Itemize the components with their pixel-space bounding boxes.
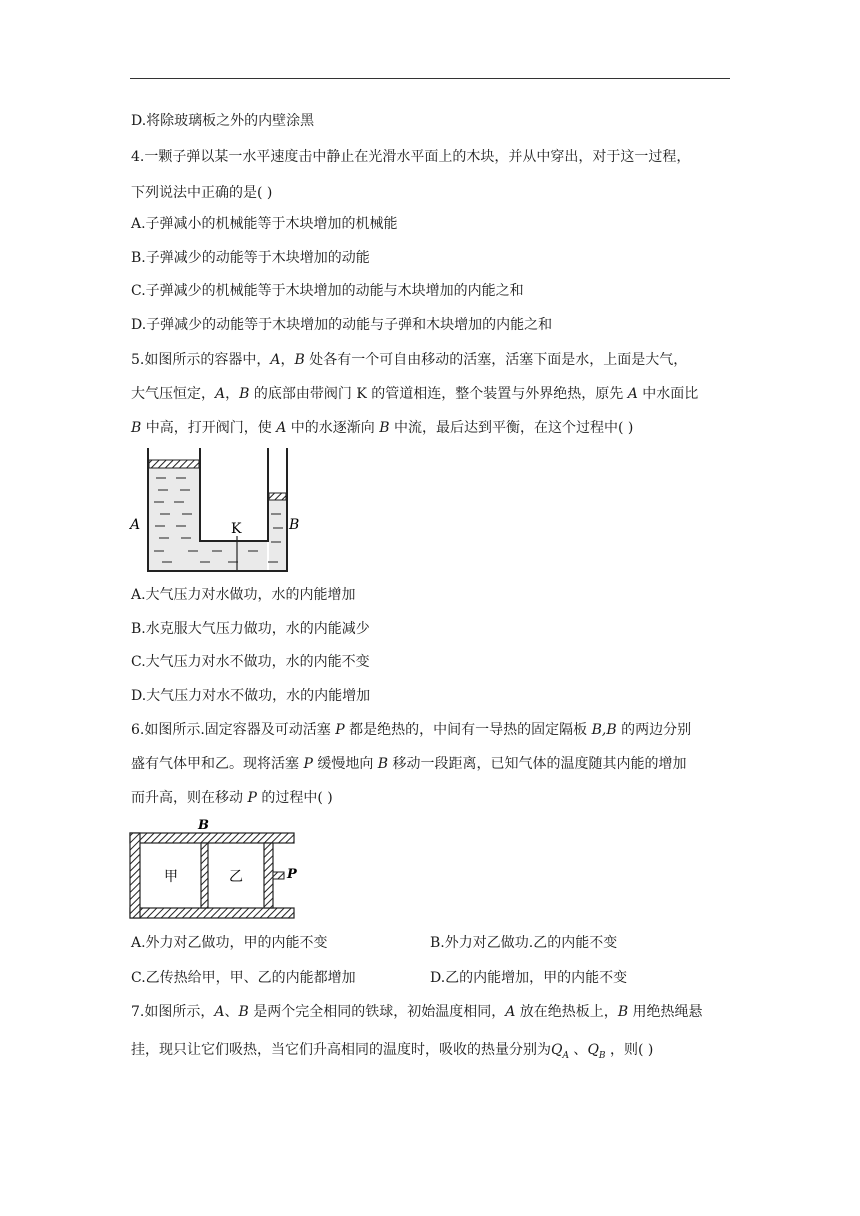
label-a: A (130, 517, 141, 533)
container-wall-bottom (130, 908, 294, 918)
label-gas-yi: 乙 (229, 869, 243, 885)
container-wall-left (130, 833, 140, 918)
question-6-stem: 而升高，则在移动 P 的过程中( ) (131, 790, 333, 806)
question-4-stem: 下列说法中正确的是( ) (131, 185, 273, 201)
header-rule (130, 78, 730, 79)
question-6-stem: 盛有气体甲和乙。现将活塞 P 缓慢地向 B 移动一段距离，已知气体的温度随其内能的增加 (131, 756, 687, 772)
piston-b (269, 493, 286, 500)
piston-rod (273, 872, 284, 879)
gas-container-diagram (128, 816, 306, 922)
piston-a (149, 460, 199, 468)
option-line: D.子弹减少的动能等于木块增加的动能与子弹和木块增加的内能之和 (131, 317, 553, 333)
question-5-stem: B 中高，打开阀门，使 A 中的水逐渐向 B 中流，最后达到平衡，在这个过程中( ) (131, 420, 634, 436)
option-line: B.外力对乙做功.乙的内能不变 (430, 935, 618, 951)
option-line: C.子弹减少的机械能等于木块增加的动能与木块增加的内能之和 (131, 283, 524, 299)
container-wall-top (130, 833, 294, 843)
question-4-stem: 4.一颗子弹以某一水平速度击中静止在光滑水平面上的木块，并从中穿出，对于这一过程， (131, 149, 691, 165)
option-line: A.外力对乙做功，甲的内能不变 (131, 935, 328, 951)
question-5-stem: 大气压恒定，A，B 的底部由带阀门 K 的管道相连，整个装置与外界绝热，原先 A 中水面比 (131, 386, 699, 402)
option-line: D.大气压力对水不做功，水的内能增加 (131, 688, 371, 704)
question-6-stem: 6.如图所示.固定容器及可动活塞 P 都是绝热的，中间有一导热的固定隔板 B,B 的两边分别 (131, 722, 692, 738)
option-line: A.大气压力对水做功，水的内能增加 (131, 587, 356, 603)
option-line: D.将除玻璃板之外的内壁涂黑 (131, 113, 315, 129)
partition-b (201, 843, 208, 908)
label-b: B (198, 818, 209, 833)
question-7-stem: 挂，现只让它们吸热，当它们升高相同的温度时，吸收的热量分别为$Q_A$ 、$Q_B$ ，则( ) (131, 1042, 654, 1061)
water-fill (149, 468, 286, 570)
option-line: C.大气压力对水不做功，水的内能不变 (131, 654, 370, 670)
label-p: P (287, 867, 297, 882)
question-7-stem: 7.如图所示，A、B 是两个完全相同的铁球，初始温度相同，A 放在绝热板上，B 用绝热绳悬 (131, 1004, 703, 1020)
piston-p (264, 843, 273, 908)
label-gas-jia: 甲 (164, 869, 178, 885)
container-diagram (128, 448, 300, 573)
label-k: K (231, 521, 242, 537)
option-line: C.乙传热给甲，甲、乙的内能都增加 (131, 970, 356, 986)
option-line: D.乙的内能增加，甲的内能不变 (430, 970, 628, 986)
option-line: A.子弹减小的机械能等于木块增加的机械能 (131, 216, 398, 232)
question-5-stem: 5.如图所示的容器中，A，B 处各有一个可自由移动的活塞，活塞下面是水，上面是大气， (131, 352, 688, 368)
label-b: B (289, 517, 300, 533)
option-line: B.子弹减少的动能等于木块增加的动能 (131, 250, 370, 266)
option-line: B.水克服大气压力做功，水的内能减少 (131, 621, 370, 637)
